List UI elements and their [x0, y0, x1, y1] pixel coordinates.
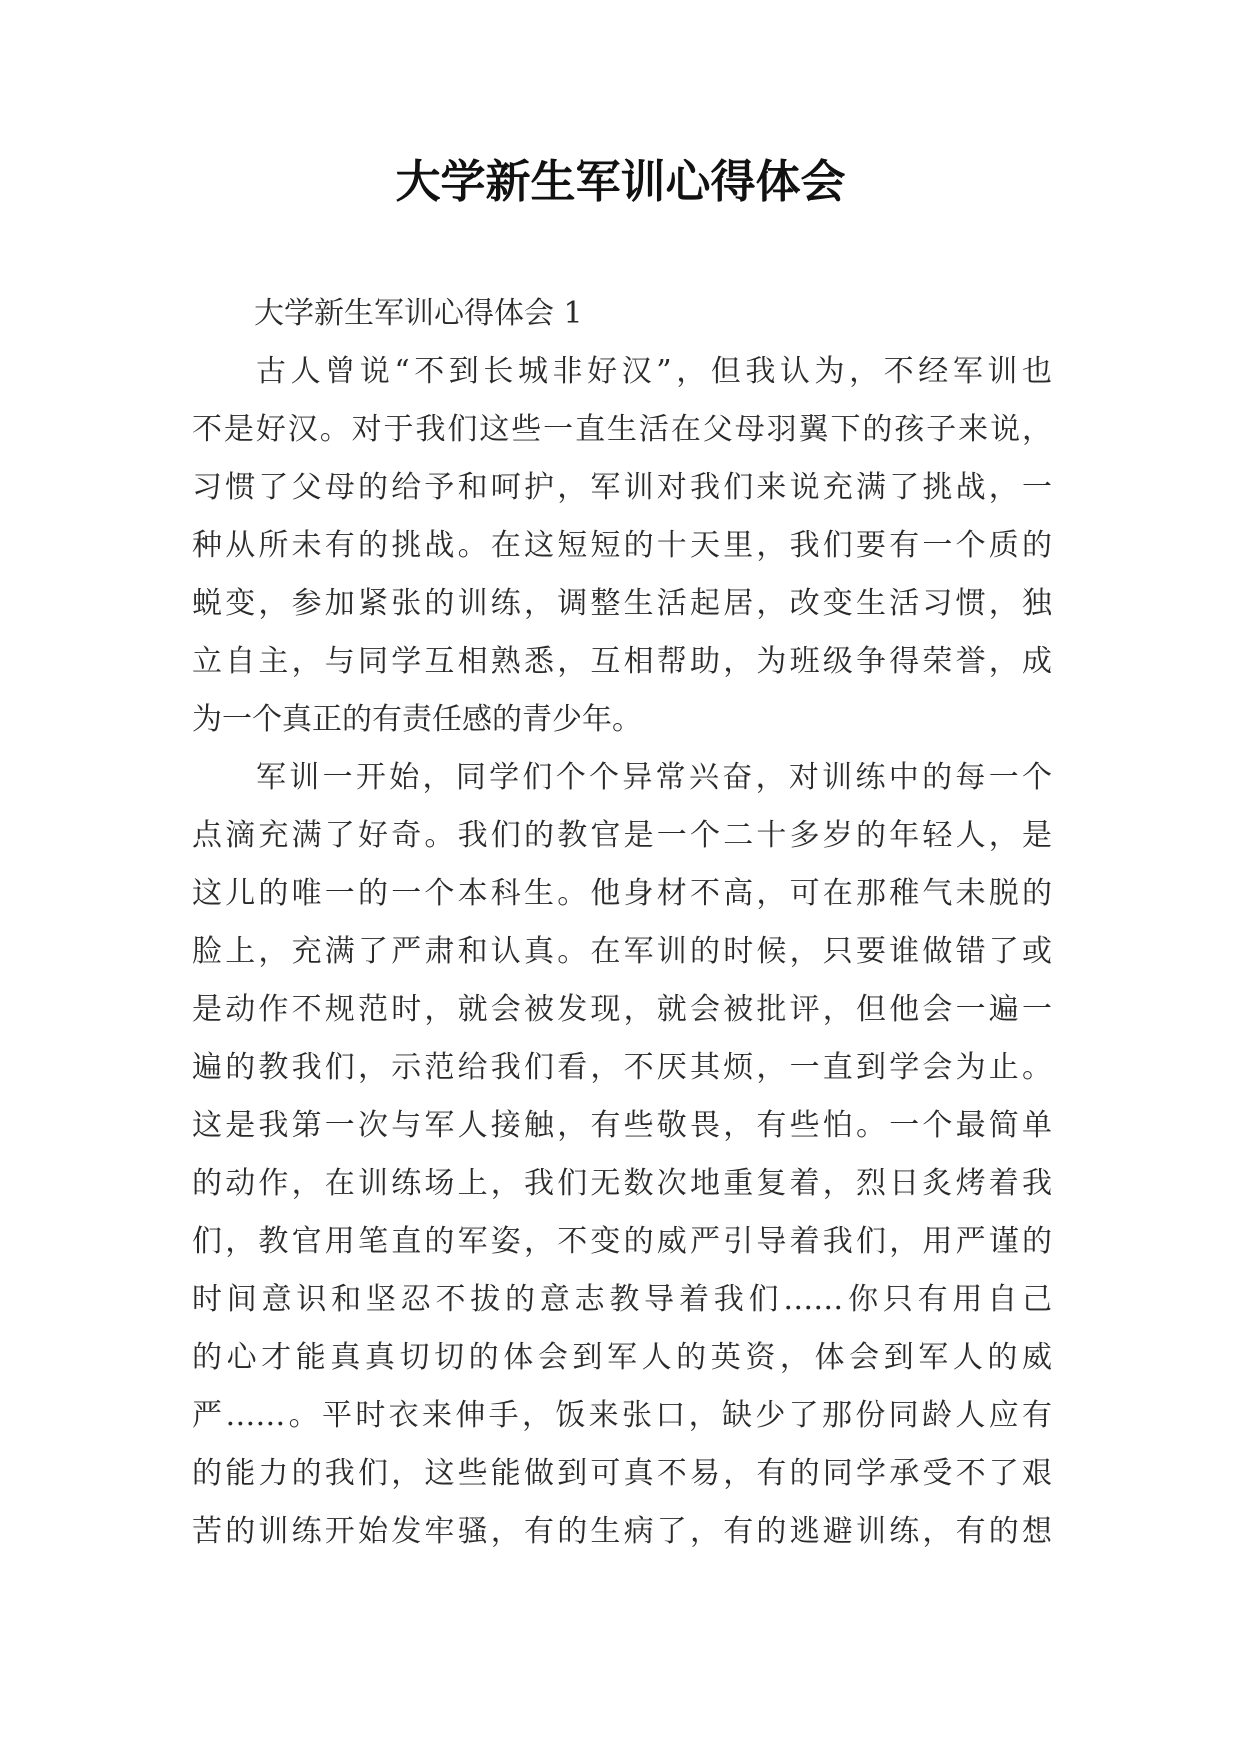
paragraph-line: 的动作，在训练场上，我们无数次地重复着，烈日炙烤着我: [192, 1166, 1052, 1201]
paragraph-2: [192, 749, 1052, 1561]
paragraph-line: 军训一开始，同学们个个异常兴奋，对训练中的每一个: [256, 760, 1052, 795]
paragraph-line: 点滴充满了好奇。我们的教官是一个二十多岁的年轻人，是: [192, 818, 1052, 853]
paragraph-line: 时间意识和坚忍不拔的意志教导着我们……你只有用自己: [192, 1282, 1052, 1317]
paragraph-line: 们，教官用笔直的军姿，不变的威严引导着我们，用严谨的: [192, 1224, 1052, 1259]
paragraph-line: 蜕变，参加紧张的训练，调整生活起居，改变生活习惯，独: [192, 586, 1052, 621]
paragraph-line: 为一个真正的有责任感的青少年。: [192, 702, 642, 737]
paragraph-line: 严……。平时衣来伸手，饭来张口，缺少了那份同龄人应有: [192, 1398, 1052, 1433]
paragraph-line: 种从所未有的挑战。在这短短的十天里，我们要有一个质的: [192, 528, 1052, 563]
section-heading: 大学新生军训心得体会 1: [254, 296, 583, 331]
document-title: 大学新生军训心得体会: [395, 155, 846, 208]
paragraph-line: 习惯了父母的给予和呵护，军训对我们来说充满了挑战，一: [192, 470, 1052, 505]
paragraph-line: 是动作不规范时，就会被发现，就会被批评，但他会一遍一: [192, 992, 1052, 1027]
paragraph-line: 苦的训练开始发牢骚，有的生病了，有的逃避训练，有的想: [192, 1514, 1052, 1549]
paragraph-line: 这儿的唯一的一个本科生。他身材不高，可在那稚气未脱的: [192, 876, 1052, 911]
paragraph-1: [192, 343, 1052, 749]
paragraph-line: 古人曾说“不到长城非好汉”，但我认为，不经军训也: [256, 354, 1052, 389]
paragraph-line: 遍的教我们，示范给我们看，不厌其烦，一直到学会为止。: [192, 1050, 1052, 1085]
document-body: [192, 285, 1052, 1561]
paragraph-line: 脸上，充满了严肃和认真。在军训的时候，只要谁做错了或: [192, 934, 1052, 969]
paragraph-line: 不是好汉。对于我们这些一直生活在父母羽翼下的孩子来说，: [192, 412, 1052, 447]
paragraph-line: 立自主，与同学互相熟悉，互相帮助，为班级争得荣誉，成: [192, 644, 1052, 679]
paragraph-line: 这是我第一次与军人接触，有些敬畏，有些怕。一个最简单: [192, 1108, 1052, 1143]
paragraph-line: 的心才能真真切切的体会到军人的英资，体会到军人的威: [192, 1340, 1052, 1375]
paragraph-line: 的能力的我们，这些能做到可真不易，有的同学承受不了艰: [192, 1456, 1052, 1491]
